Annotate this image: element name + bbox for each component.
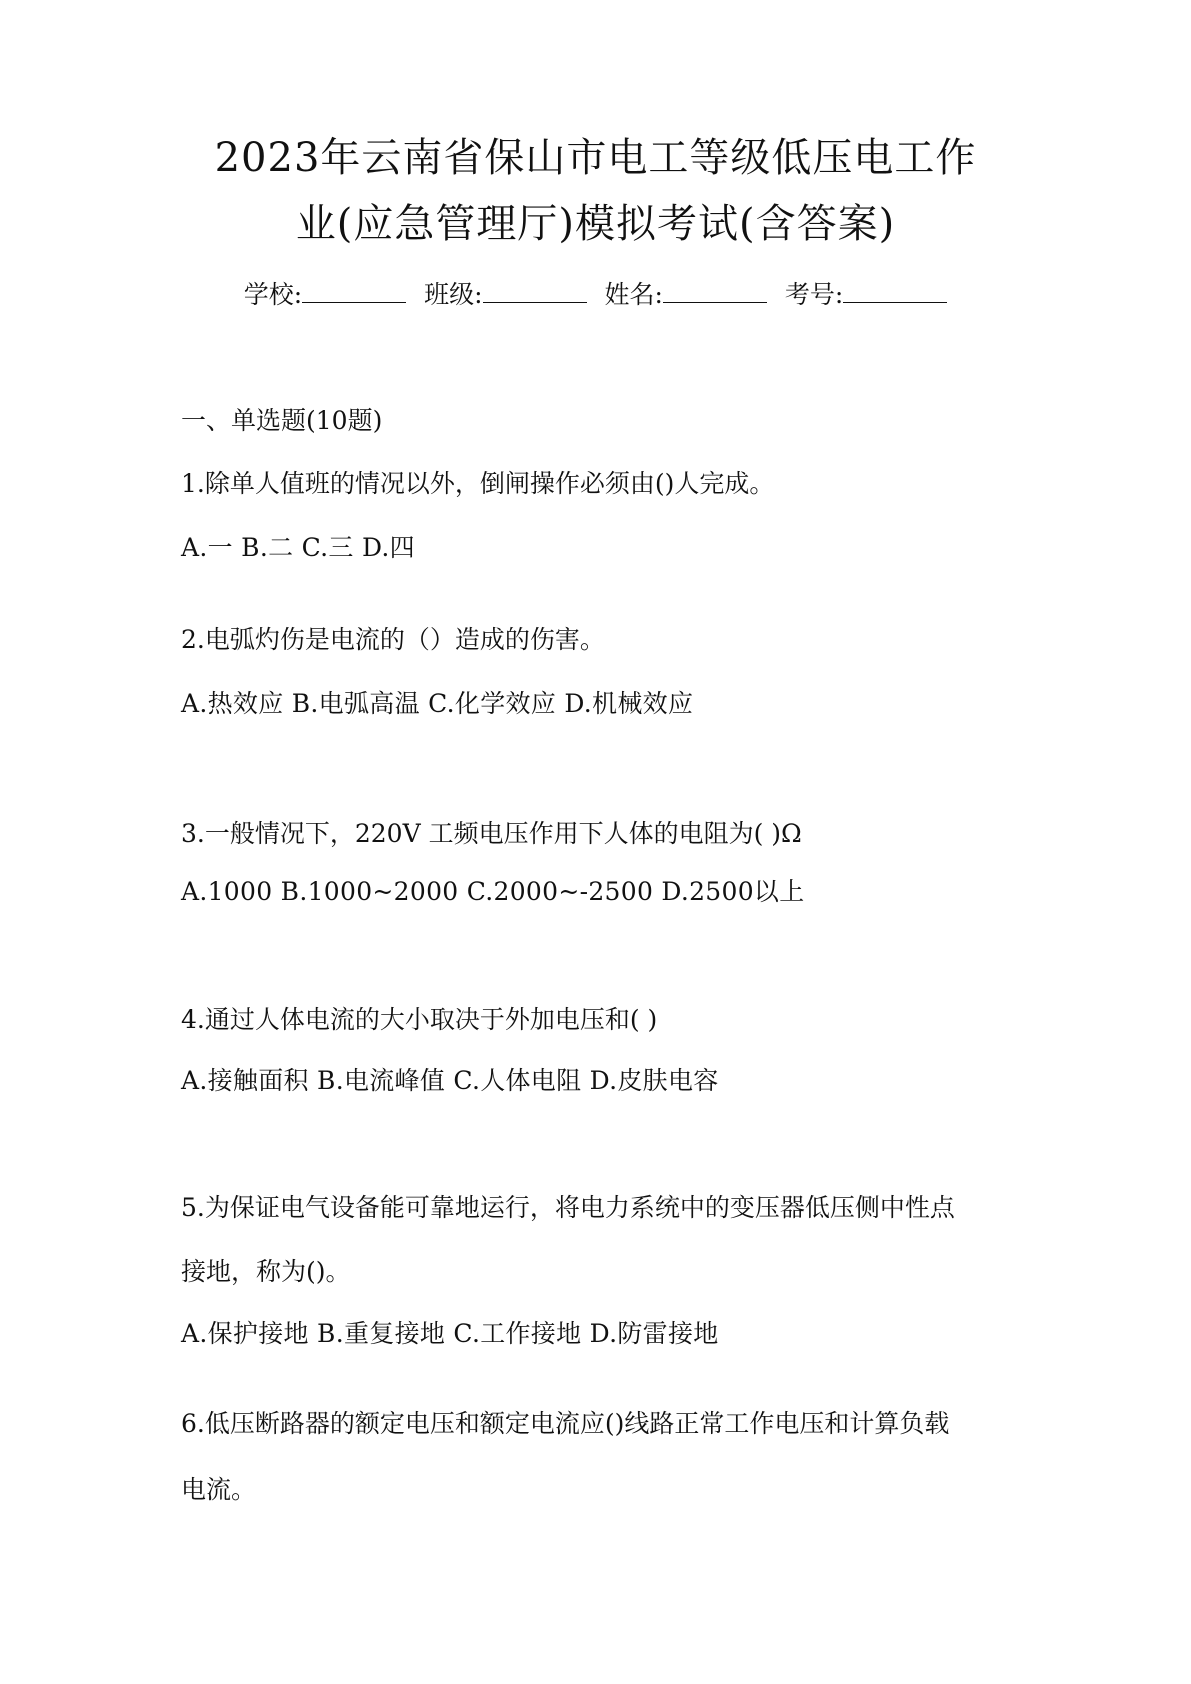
question-5-stem-line-2: 接地，称为()。 [181,1257,351,1286]
student-info-row [0,277,1191,313]
class-blank [483,282,587,303]
school-blank [302,282,406,303]
question-1-stem: 1.除单人值班的情况以外，倒闸操作必须由()人完成。 [181,469,775,498]
name-label: 姓名: [604,280,663,309]
school-field [244,277,406,313]
question-6-stem-line-2: 电流。 [181,1475,257,1504]
section-heading: 一、单选题(10题) [181,406,383,435]
question-1-options: A.一 B.二 C.三 D.四 [181,533,415,562]
question-5-stem-line-1: 5.为保证电气设备能可靠地运行，将电力系统中的变压器低压侧中性点 [181,1193,955,1222]
question-4-options: A.接触面积 B.电流峰值 C.人体电阻 D.皮肤电容 [181,1066,719,1095]
question-3-stem: 3.一般情况下，220V 工频电压作用下人体的电阻为( )Ω [181,819,802,848]
question-3-options: A.1000 B.1000~2000 C.2000~-2500 D.2500以上 [181,877,805,906]
question-4-stem: 4.通过人体电流的大小取决于外加电压和( ) [181,1005,658,1034]
question-5-options: A.保护接地 B.重复接地 C.工作接地 D.防雷接地 [181,1319,719,1348]
document-title-line-2: 业(应急管理厅)模拟考试(含答案) [295,201,896,247]
name-field [604,277,766,313]
document-title-line-1: 2023年云南省保山市电工等级低压电工作 [214,135,977,181]
exam-number-blank [843,282,947,303]
class-label: 班级: [424,280,483,309]
question-6-stem-line-1: 6.低压断路器的额定电压和额定电流应()线路正常工作电压和计算负载 [181,1409,950,1438]
exam-number-field [785,277,947,313]
question-2-options: A.热效应 B.电弧高温 C.化学效应 D.机械效应 [181,689,694,718]
question-2-stem: 2.电弧灼伤是电流的（）造成的伤害。 [181,625,605,654]
school-label: 学校: [243,280,303,309]
class-field [424,277,586,313]
name-blank [663,282,767,303]
exam-number-label: 考号: [784,280,844,309]
